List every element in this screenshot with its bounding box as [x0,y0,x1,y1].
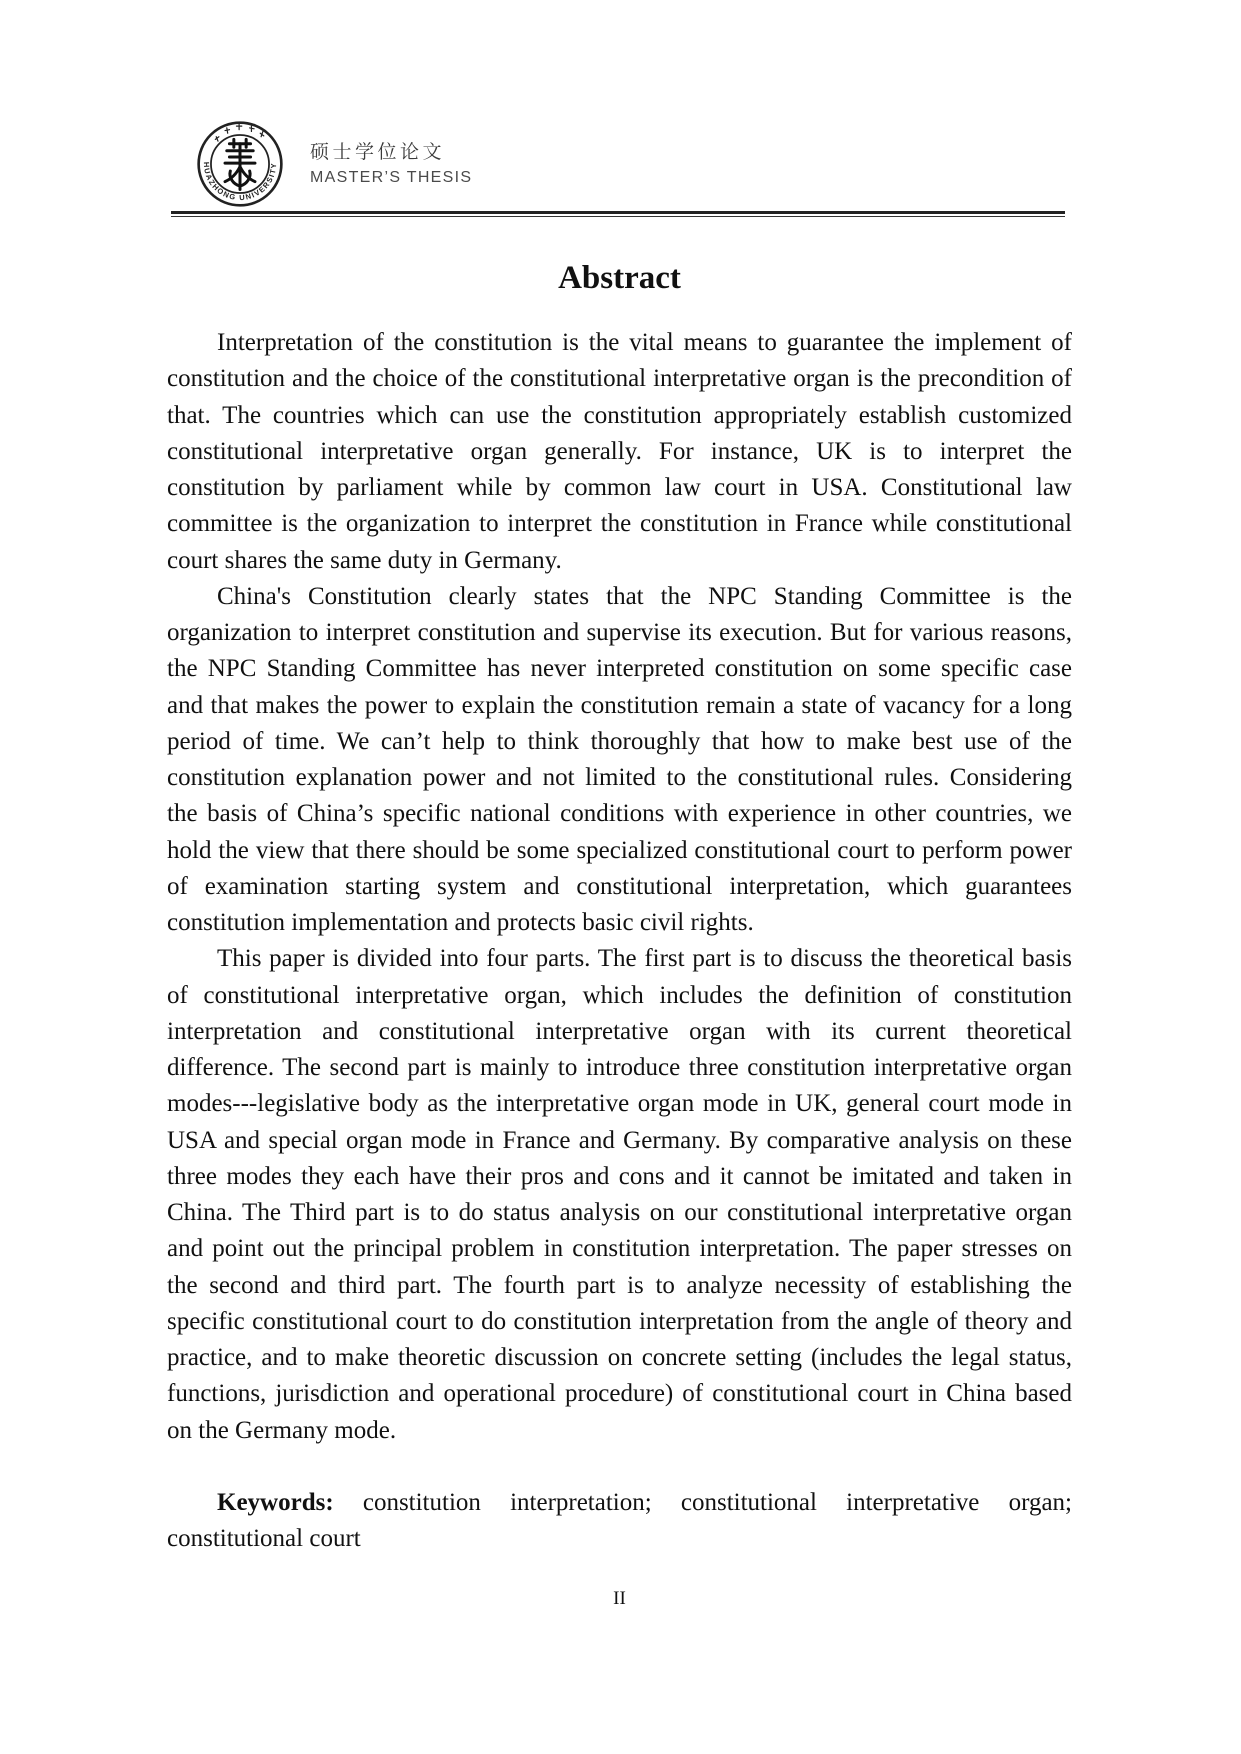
abstract-line: China. The Third part is to do status analysis on our constitutional interpretative organ [167,1199,1072,1226]
abstract-line: Interpretation of the constitution is the vital means to guarantee the implement of [217,329,1072,356]
abstract-line: modes---legislative body as the interpretative organ mode in UK, general court mode in [167,1090,1072,1118]
abstract-paragraph [167,579,1072,942]
thesis-type-english: MASTER’S THESIS [310,169,473,186]
abstract-line: of examination starting system and constitutional interpretation, which guarantees [167,872,1072,900]
keywords-text: constitutional court [167,1525,361,1553]
abstract-line: constitution explanation power and not limited to the constitutional rules. Considering [167,764,1072,791]
abstract-line: the NPC Standing Committee has never interpreted constitution on some specific case [167,655,1072,683]
keywords-label: Keywords: [217,1489,334,1516]
abstract-line: constitution by parliament while by common law court in USA. Constitutional law [167,474,1072,501]
abstract-paragraph [167,941,1072,1449]
abstract-line: constitution implementation and protects basic civil rights. [167,909,754,936]
abstract-line: and that makes the power to explain the constitution remain a state of vacancy for a long [167,691,1072,719]
abstract-paragraph [167,325,1072,579]
abstract-line: three modes they each have their pros and cons and it cannot be imitated and taken in [167,1162,1072,1190]
abstract-line: committee is the organization to interpret the constitution in France while constitutional [167,510,1072,538]
abstract-line: functions, jurisdiction and operational procedure) of constitutional court in China based [167,1380,1072,1408]
logo-lettering-path: HUAZHONG UNIVERSITY [201,161,279,203]
abstract-line: specific constitutional court to do constitution interpretation from the angle of theory and [167,1307,1072,1335]
thesis-type-chinese: 硕士学位论文 [310,141,446,163]
abstract-line: the basis of China’s specific national conditions with experience in other countries, we [167,800,1072,828]
abstract-title: Abstract [558,260,681,296]
abstract-line: constitutional interpretative organ generally. For instance, UK is to interpret the [167,437,1072,465]
keywords [167,1485,1072,1558]
abstract-line: organization to interpret constitution and supervise its execution. But for various reasons, [167,619,1072,646]
keywords-line [167,1485,1072,1521]
header-rule-thick [171,211,1065,214]
keywords-line [167,1521,1072,1557]
blank-line [167,1449,1072,1485]
abstract-line: period of time. We can’t help to think thoroughly that how to make best use of the [167,727,1072,755]
abstract-line: practice, and to make theoretic discussion on concrete setting (includes the legal status, [167,1344,1072,1371]
keywords-text: constitution interpretation; constitutional interpretative organ; [362,1489,1073,1516]
abstract-line: China's Constitution clearly states that the NPC Standing Committee is the [217,582,1072,610]
abstract-line: USA and special organ mode in France and Germany. By comparative analysis on these [167,1126,1072,1154]
abstract-line: court shares the same duty in Germany. [167,546,562,574]
abstract-line: difference. The second part is mainly to introduce three constitution interpretative organ [167,1054,1072,1081]
page-number: II [613,1588,626,1609]
university-logo [196,120,284,208]
abstract-line: hold the view that there should be some specialized constitutional court to perform power [167,836,1072,864]
abstract-body [167,325,1072,1558]
abstract-line: of constitutional interpretative organ, which includes the definition of constitution [167,981,1072,1009]
abstract-line: This paper is divided into four parts. The first part is to discuss the theoretical basis [217,945,1072,973]
abstract-line: on the Germany mode. [167,1416,397,1444]
abstract-line: constitution and the choice of the constitutional interpretative organ is the precondition of [167,365,1072,393]
header-rule-thin [171,216,1065,217]
abstract-line: interpretation and constitutional interpretative organ with its current theoretical [167,1017,1072,1045]
abstract-line: that. The countries which can use the constitution appropriately establish customized [167,401,1072,429]
abstract-paragraphs [167,325,1072,1449]
abstract-line: and point out the principal problem in constitution interpretation. The paper stresses on [167,1235,1072,1263]
abstract-line: the second and third part. The fourth part is to analyze necessity of establishing the [167,1271,1072,1299]
